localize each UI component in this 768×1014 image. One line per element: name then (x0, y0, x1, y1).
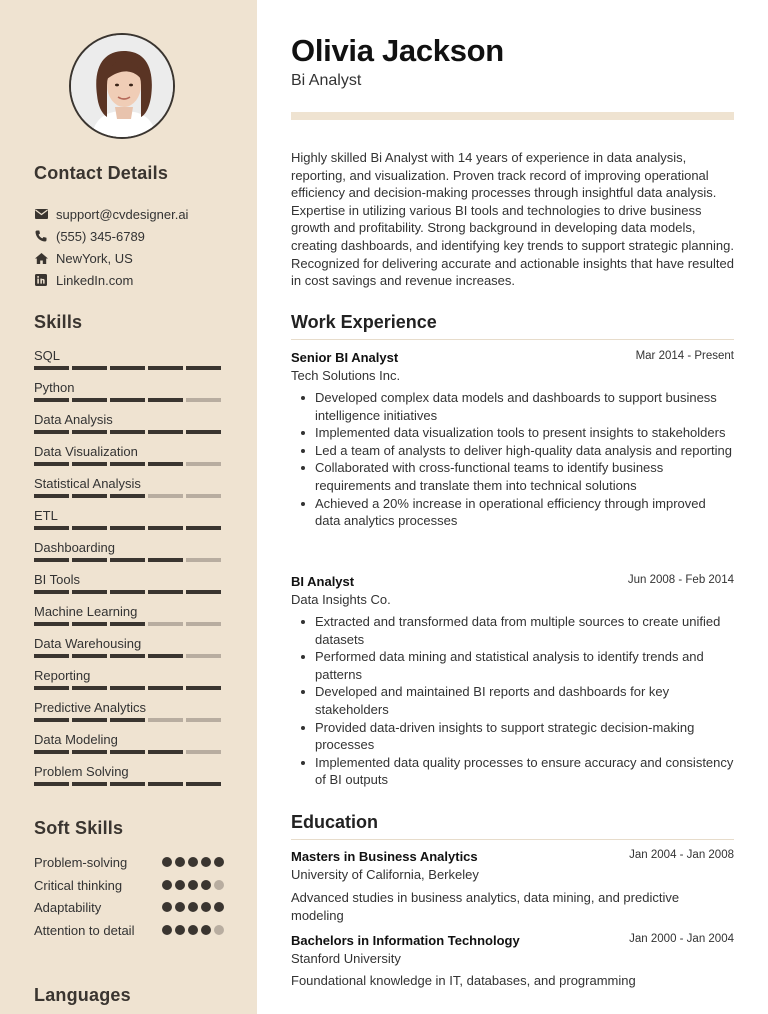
skill-level-bar (34, 462, 224, 466)
skill-level-segment (186, 526, 221, 530)
skill-level-segment (72, 622, 107, 626)
skill-item (34, 571, 224, 603)
skill-level-segment (186, 718, 221, 722)
skill-level-segment (72, 398, 107, 402)
rating-dot (188, 902, 198, 912)
contact-linkedin[interactable] (34, 269, 188, 291)
phone-icon (34, 229, 48, 243)
skill-level-segment (72, 782, 107, 786)
education-date: Jan 2000 - Jan 2004 (629, 933, 734, 945)
skill-name: ETL (34, 508, 58, 523)
skill-level-segment (34, 430, 69, 434)
skill-name: Data Analysis (34, 412, 113, 427)
skill-level-segment (72, 462, 107, 466)
skill-level-segment (186, 782, 221, 786)
skill-level-segment (148, 654, 183, 658)
education-description: Foundational knowledge in IT, databases, and programming (291, 973, 636, 988)
skill-level-bar (34, 590, 224, 594)
list-item: Led a team of analysts to deliver high-quality data analysis and reporting (291, 442, 734, 460)
soft-skill-item (34, 922, 224, 939)
skill-level-bar (34, 782, 224, 786)
rating-dot (162, 925, 172, 935)
skill-item (34, 347, 224, 379)
skill-item (34, 475, 224, 507)
list-item: Implemented data visualization tools to present insights to stakeholders (291, 424, 734, 442)
skill-level-segment (34, 686, 69, 690)
school-name: University of California, Berkeley (291, 867, 479, 882)
skill-level-segment (110, 654, 145, 658)
skill-level-bar (34, 750, 224, 754)
skill-level-segment (148, 494, 183, 498)
rating-dot (201, 925, 211, 935)
skill-level-bar (34, 398, 224, 402)
skill-level-segment (72, 718, 107, 722)
skill-level-bar (34, 366, 224, 370)
skill-item (34, 699, 224, 731)
rating-dot (214, 880, 224, 890)
skill-level-segment (148, 782, 183, 786)
skill-level-bar (34, 718, 224, 722)
skill-level-segment (110, 398, 145, 402)
skill-name: Dashboarding (34, 540, 115, 555)
skill-level-segment (34, 718, 69, 722)
job-date: Mar 2014 - Present (635, 350, 734, 362)
skill-level-segment (110, 430, 145, 434)
skill-item (34, 603, 224, 635)
skill-level-bar (34, 494, 224, 498)
rating-dot (201, 902, 211, 912)
rating-dot (188, 880, 198, 890)
company-name: Data Insights Co. (291, 592, 391, 607)
rating-dot (201, 880, 211, 890)
list-item: Achieved a 20% increase in operational efficiency through improved data analytics processes (291, 495, 734, 530)
skill-item (34, 443, 224, 475)
skill-level-segment (72, 430, 107, 434)
skill-level-bar (34, 654, 224, 658)
skill-level-segment (110, 494, 145, 498)
skill-level-bar (34, 622, 224, 626)
job-bullets (291, 613, 734, 789)
skill-level-segment (72, 590, 107, 594)
soft-skill-rating (162, 880, 224, 890)
work-experience-title: Work Experience (291, 312, 734, 340)
skill-name: Predictive Analytics (34, 700, 146, 715)
skill-level-segment (148, 366, 183, 370)
contact-email-text: support@cvdesigner.ai (56, 206, 189, 222)
soft-skill-name: Adaptability (34, 900, 102, 915)
skill-name: Statistical Analysis (34, 476, 141, 491)
skill-name: BI Tools (34, 572, 81, 587)
contact-phone-text: (555) 345-6789 (56, 228, 145, 244)
rating-dot (188, 857, 198, 867)
company-name: Tech Solutions Inc. (291, 368, 401, 383)
skill-level-segment (34, 782, 69, 786)
rating-dot (175, 857, 185, 867)
skill-level-segment (34, 750, 69, 754)
contact-list (34, 203, 188, 291)
skill-level-segment (110, 750, 145, 754)
education-description: Advanced studies in business analytics, data mining, and predictive modeling (291, 890, 680, 923)
profile-photo (71, 35, 175, 139)
soft-skill-item (34, 899, 224, 916)
skill-level-segment (148, 750, 183, 754)
list-item: Provided data-driven insights to support strategic decision-making processes (291, 719, 734, 754)
rating-dot (175, 925, 185, 935)
skill-level-segment (148, 718, 183, 722)
sidebar (0, 0, 257, 1014)
soft-skills-section-title: Soft Skills (34, 818, 124, 838)
job-date: Jun 2008 - Feb 2014 (627, 574, 734, 586)
rating-dot (201, 857, 211, 867)
skill-level-segment (72, 526, 107, 530)
skill-level-segment (110, 590, 145, 594)
rating-dot (175, 880, 185, 890)
contact-location-text: NewYork, US (56, 250, 133, 266)
skill-level-segment (34, 398, 69, 402)
skill-level-segment (34, 654, 69, 658)
degree-title: Masters in Business Analytics (291, 849, 478, 864)
list-item: Developed complex data models and dashboards to support business intelligence initiatives (291, 389, 734, 424)
soft-skill-rating (162, 902, 224, 912)
skill-item (34, 667, 224, 699)
rating-dot (162, 857, 172, 867)
skills-list (34, 347, 224, 795)
skill-name: Reporting (34, 668, 91, 683)
skill-level-segment (186, 366, 221, 370)
education-date: Jan 2004 - Jan 2008 (629, 849, 734, 861)
skill-level-segment (110, 782, 145, 786)
skill-name: Data Modeling (34, 732, 118, 747)
rating-dot (188, 925, 198, 935)
degree-title: Bachelors in Information Technology (291, 933, 520, 948)
list-item: Implemented data quality processes to ensure accuracy and consistency of BI outputs (291, 754, 734, 789)
skill-level-segment (148, 558, 183, 562)
job-role: Bi Analyst (291, 72, 362, 89)
skill-item (34, 731, 224, 763)
education-header (291, 933, 734, 948)
job-title: Senior BI Analyst (291, 350, 399, 365)
skill-level-segment (186, 398, 221, 402)
home-icon (34, 251, 48, 265)
skill-level-segment (148, 462, 183, 466)
skill-level-segment (110, 526, 145, 530)
skill-level-segment (148, 430, 183, 434)
skill-level-segment (148, 590, 183, 594)
skill-level-segment (110, 558, 145, 562)
skill-name: Python (34, 380, 75, 395)
contact-location (34, 247, 188, 269)
skill-level-segment (34, 494, 69, 498)
linkedin-icon (34, 273, 48, 287)
soft-skill-rating (162, 925, 224, 935)
contact-phone[interactable] (34, 225, 188, 247)
skill-level-segment (110, 366, 145, 370)
list-item: Collaborated with cross-functional teams to identify business requirements and translate them into technical solutions (291, 459, 734, 494)
soft-skill-item (34, 877, 224, 894)
rating-dot (214, 902, 224, 912)
skill-level-segment (72, 494, 107, 498)
skill-item (34, 507, 224, 539)
education-header (291, 849, 734, 864)
skill-level-segment (34, 366, 69, 370)
contact-linkedin-text: LinkedIn.com (56, 272, 134, 288)
person-name: Olivia Jackson (291, 33, 504, 68)
skill-name: SQL (34, 348, 61, 363)
soft-skill-name: Problem-solving (34, 855, 128, 870)
skill-level-bar (34, 558, 224, 562)
skill-level-segment (72, 558, 107, 562)
job-bullets (291, 389, 734, 530)
list-item: Developed and maintained BI reports and dashboards for key stakeholders (291, 683, 734, 718)
skill-level-bar (34, 430, 224, 434)
soft-skill-name: Attention to detail (34, 923, 135, 938)
soft-skill-item (34, 854, 224, 871)
skill-level-segment (110, 718, 145, 722)
email-icon (34, 207, 48, 221)
skill-level-bar (34, 526, 224, 530)
skill-level-segment (186, 622, 221, 626)
skill-level-segment (34, 622, 69, 626)
skill-level-segment (186, 558, 221, 562)
skill-level-segment (34, 590, 69, 594)
skill-level-bar (34, 686, 224, 690)
skill-level-segment (110, 686, 145, 690)
rating-dot (175, 902, 185, 912)
skill-level-segment (186, 430, 221, 434)
soft-skill-rating (162, 857, 224, 867)
skill-level-segment (186, 590, 221, 594)
skill-level-segment (72, 750, 107, 754)
skill-level-segment (34, 526, 69, 530)
skill-level-segment (186, 462, 221, 466)
skill-level-segment (148, 398, 183, 402)
languages-section-title: Languages (34, 985, 131, 1005)
skill-level-segment (72, 366, 107, 370)
skill-level-segment (110, 622, 145, 626)
skill-level-segment (186, 494, 221, 498)
job-title: BI Analyst (291, 574, 355, 589)
skill-item (34, 411, 224, 443)
skill-name: Machine Learning (34, 604, 138, 619)
skill-name: Data Warehousing (34, 636, 142, 651)
skill-level-segment (186, 654, 221, 658)
skill-level-segment (72, 654, 107, 658)
skill-item (34, 539, 224, 571)
skill-item (34, 763, 224, 795)
skill-name: Problem Solving (34, 764, 129, 779)
skills-section-title: Skills (34, 312, 83, 332)
education-title: Education (291, 812, 734, 840)
rating-dot (214, 925, 224, 935)
list-item: Extracted and transformed data from multiple sources to create unified datasets (291, 613, 734, 648)
contact-section-title: Contact Details (34, 163, 169, 183)
school-name: Stanford University (291, 951, 401, 966)
skill-level-segment (110, 462, 145, 466)
skill-level-segment (186, 686, 221, 690)
rating-dot (162, 880, 172, 890)
rating-dot (162, 902, 172, 912)
skill-level-segment (72, 686, 107, 690)
skill-level-segment (148, 686, 183, 690)
skill-level-segment (34, 558, 69, 562)
contact-email[interactable] (34, 203, 188, 225)
job-header (291, 574, 734, 589)
job-header (291, 350, 734, 365)
list-item: Performed data mining and statistical analysis to identify trends and patterns (291, 648, 734, 683)
header-accent-bar (291, 112, 734, 120)
summary-paragraph: Highly skilled Bi Analyst with 14 years of experience in data analysis, reporting, and visualization. Proven track record of improving operational efficiency and decision-making processes through insightful data analysis. Expertise in utilizing various BI tools and technologies to drive business growth and profitability. Strong background in developing data models, creating dashboards, and identifying key trends to support strategic planning. Recognized for delivering accurate and actionable insights that have resulted in cost savings and revenue increases. (291, 150, 734, 289)
skill-level-segment (34, 462, 69, 466)
rating-dot (214, 857, 224, 867)
skill-item (34, 635, 224, 667)
skill-level-segment (186, 750, 221, 754)
avatar (69, 33, 175, 139)
skill-name: Data Visualization (34, 444, 138, 459)
skill-level-segment (148, 526, 183, 530)
soft-skill-name: Critical thinking (34, 878, 123, 893)
skill-level-segment (148, 622, 183, 626)
skill-item (34, 379, 224, 411)
